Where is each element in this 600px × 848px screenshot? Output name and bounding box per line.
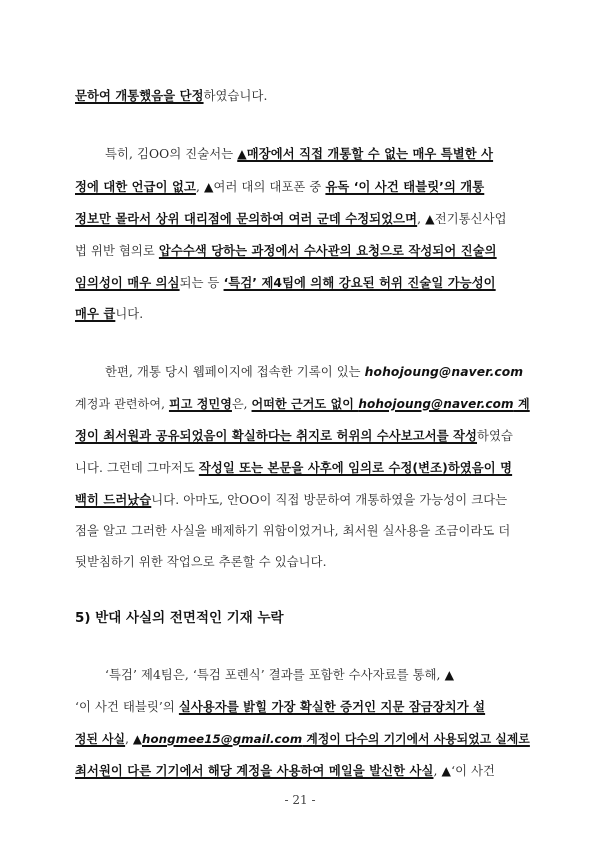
body-text: 전기통신사업 [434, 212, 507, 226]
body-text: , [195, 180, 204, 194]
paragraph-line [75, 395, 530, 413]
emphasis-text: 피고 정민영 [168, 397, 232, 411]
paragraph-line [75, 363, 530, 381]
paragraph-line [75, 274, 530, 292]
body-text: , [417, 212, 426, 226]
paragraph-line [75, 459, 530, 477]
email-text: hohojoung@naver.com [358, 397, 514, 411]
emphasis-text: 백히 드러났습 [75, 493, 152, 507]
body-text: , [433, 764, 442, 778]
body-text: ‘이 사건 [451, 764, 496, 778]
body-text: 니다. [115, 307, 144, 321]
body-text: ‘이 사건 태블릿’의 [75, 700, 179, 714]
emphasis-text: 정에 대한 언급이 없고 [75, 180, 196, 194]
emphasis-text: ‘특검’ 제4팀에 의해 강요된 허위 진술일 가능성이 [223, 276, 496, 290]
body-text: 점을 알고 그러한 사실을 배제하기 위함이었거나, 최서원 실사용을 조금이라도 더 [75, 524, 511, 538]
body-text: 뒷받침하기 위한 작업으로 추론할 수 있습니다. [75, 555, 327, 569]
emphasis-text: 실사용자를 밝힐 가장 확실한 증거인 지문 잠금장치가 설 [178, 700, 486, 714]
body-text: 되는 등 [179, 276, 224, 290]
emphasis-text: 어떠한 근거도 없이 [251, 397, 359, 411]
body-text: 니다. 그런데 그마저도 [75, 461, 199, 475]
emphasis-text: 문하여 개통했음을 단정 [75, 89, 204, 103]
paragraph-line [75, 145, 530, 163]
emphasis-text: 매우 큽 [75, 307, 116, 321]
triangle-bullet: ▲ [444, 668, 455, 682]
paragraph-line [75, 553, 530, 571]
emphasis-text: 정된 사실 [75, 732, 126, 746]
body-text: 하였습 [477, 429, 513, 443]
body-text: 한편, 개통 당시 웹페이지에 접속한 기록이 있는 [105, 365, 365, 379]
paragraph-line [75, 305, 530, 323]
emphasis-text: 정이 최서원과 공유되었음이 확실하다는 취지로 허위의 수사보고서를 작성 [75, 429, 478, 443]
paragraph-line [75, 522, 530, 540]
page-number: - 21 - [284, 793, 316, 807]
emphasis-text: 작성일 또는 본문을 사후에 임의로 수정(변조)하였음이 명 [198, 461, 513, 475]
paragraph-line [75, 698, 530, 716]
section-heading: 5) 반대 사실의 전면적인 기재 누락 [75, 610, 284, 626]
triangle-bullet: ▲ [425, 212, 435, 226]
paragraph-line [75, 491, 530, 509]
email-text: hohojoung@naver.com [364, 365, 524, 379]
body-text: 계정과 관련하여, [75, 397, 169, 411]
emphasis-text: 계정이 다수의 기기에서 사용되었고 실제로 [302, 732, 530, 746]
emphasis-text: 임의성이 매우 의심 [75, 276, 180, 290]
emphasis-text: ▲매장에서 직접 개통할 수 없는 매우 특별한 사 [237, 147, 494, 161]
body-text: 특히, 김OO의 진술서는 [105, 147, 238, 161]
body-text: 하였습니다. [203, 89, 268, 103]
triangle-bullet: ▲ [441, 764, 452, 778]
emphasis-text: 최서원이 다른 기기에서 해당 계정을 사용하여 메일을 발신한 사실 [75, 764, 434, 778]
body-text: ‘특검’ 제4팀은, ‘특검 포렌식’ 결과를 포함한 수사자료를 통해, [105, 668, 445, 682]
email-text: hongmee15@gmail.com [142, 732, 303, 746]
paragraph-line [75, 762, 530, 780]
body-text: 법 위반 혐의로 [75, 244, 159, 258]
paragraph-line [75, 210, 530, 228]
emphasis-text: 계 [513, 397, 530, 411]
body-text: , [125, 732, 133, 746]
body-text: 은, [231, 397, 252, 411]
emphasis-text: 정보만 몰라서 상위 대리점에 문의하여 여러 군데 수정되었으며 [75, 212, 418, 226]
emphasis-text: 압수수색 당하는 과정에서 수사관의 요청으로 작성되어 진술의 [158, 244, 497, 258]
paragraph-line [75, 178, 530, 196]
body-text: 여러 대의 대포폰 중 [213, 180, 326, 194]
body-text: 니다. 아마도, 안OO이 직접 방문하여 개통하였을 가능성이 크다는 [151, 493, 508, 507]
paragraph-line [75, 666, 530, 684]
triangle-bullet: ▲ [203, 180, 214, 194]
triangle-bullet: ▲ [132, 732, 142, 746]
paragraph-line [75, 427, 530, 445]
paragraph-line [75, 730, 530, 748]
emphasis-text: 유독 ‘이 사건 태블릿’의 개통 [325, 180, 485, 194]
paragraph-line [75, 242, 530, 260]
paragraph-continuation-line [75, 87, 530, 105]
